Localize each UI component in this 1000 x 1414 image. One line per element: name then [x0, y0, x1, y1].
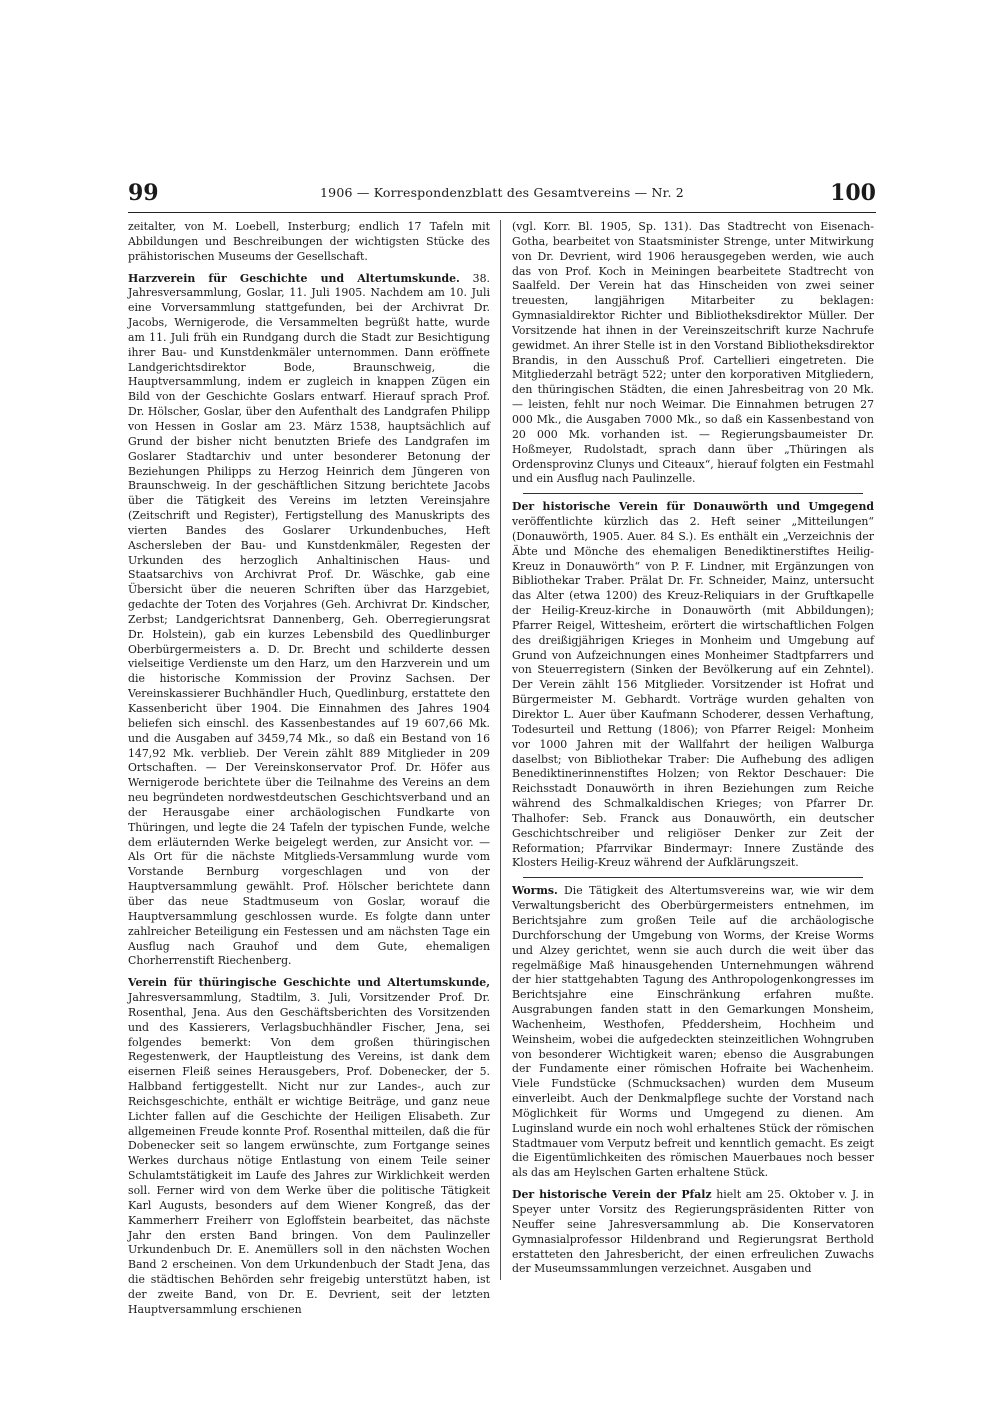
section-heading: Verein für thüringische Geschichte und Altertumskunde, — [128, 976, 490, 990]
page-header — [128, 178, 876, 213]
section-heading: Der historische Verein der Pfalz — [512, 1188, 712, 1202]
column-divider — [500, 220, 501, 1280]
paragraph — [512, 884, 874, 1181]
running-title: 1906 — Korrespondenzblatt des Gesamtvereins — Nr. 2 — [320, 185, 684, 200]
left-column — [128, 220, 490, 1316]
paragraph-text: veröffentlichte kürzlich das 2. Heft seiner „Mitteilungen“ (Donauwörth, 1905. Auer. 84 S.). Es enthält ein „Verzeichnis der Äbte und Mönche des ehemaligen Benediktinerstiftes Heilig-Kreuz in Donauwörth“ von P. F. Lindner, mit Ergänzungen von Bibliothekar Traber. Prälat Dr. Fr. Schneider, Mainz, untersucht das Alter (etwa 1200) des Kreuz-Reliquiars in der Gruftkapelle der Heilig-Kreuz-kirche in Donauwörth (mit Abbildungen); Pfarrer Reigel, Wittesheim, erörtert die wirtschaftlichen Folgen des dreißigjährigen Krieges in Monheim und Umgebung auf Grund von Aufzeichnungen eines Monheimer Stadtpfarrers und von Steuerregistern (Sinken der Bevölkerung auf ein Zehntel). Der Verein zählt 156 Mitglieder. Vorsitzender ist Hofrat und Bürgermeister M. Gebhardt. Vorträge wurden gehalten von Direktor L. Auer über Kaufmann Schoderer, dessen Verhaftung, Todesurteil und Rettung (1806); von Pfarrer Reigel: Monheim vor 1000 Jahren mit der Wallfahrt der heiligen Walburga daselbst; von Bibliothekar Traber: Die Aufhebung des adligen Benediktinerinnenstiftes Holzen; von Rektor Deschauer: Die Reichsstadt Donauwörth in ihren Beziehungen zum Reiche während des Schmalkaldischen Krieges; von Pfarrer Dr. Thalhofer: Seb. Franck aus Donauwörth, ein deutscher Geschichtschreiber und religiöser Denker zur Zeit der Reformation; Pfarrvikar Bindermayr: Innere Zustände des Klosters Heilig-Kreuz während der Aufklärungszeit. — [512, 515, 874, 870]
section-heading: Der historische Verein für Donauwörth und Umgegend — [512, 500, 874, 514]
paragraph — [512, 1188, 874, 1277]
paragraph — [128, 220, 490, 265]
section-rule — [523, 877, 863, 878]
section-rule — [523, 493, 863, 494]
paragraph-text: Die Tätigkeit des Altertumsvereins war, wie wir dem Verwaltungsbericht des Oberbürgermeisters entnehmen, im Berichtsjahre zum großen Teile auf die archäologische Durchforschung der Umgebung von Worms, der Kreise Worms und Alzey gerichtet, wenn sie auch durch die weit über das regelmäßige Maß hinausgehenden Unternehmungen während der hier stattgehabten Tagung des Anthropologenkongresses im Berichtsjahre eine Einschränkung erfahren mußte. Ausgrabungen fanden statt in den Gemarkungen Monsheim, Wachenheim, Westhofen, Pfeddersheim, Hochheim und Weinsheim, wobei die aufgedeckten steinzeitlichen Wohngruben von besonderer Wichtigkeit waren; ebenso die Ausgrabungen der Fundamente einer römischen Hofraite bei Wachenheim. Viele Fundstücke (Schmucksachen) wurden dem Museum einverleibt. Auch der Denkmalpflege suchte der Vorstand nach Möglichkeit für Worms und Umgegend zu dienen. Am Luginsland wurde ein noch wohl erhaltenes Stück der römischen Stadtmauer vom Verputz befreit und kenntlich gemacht. Es zeigt die Eigentümlichkeiten des römischen Mauerbaues noch besser als das am Heylschen Garten erhaltene Stück. — [512, 884, 874, 1180]
paragraph — [128, 272, 490, 970]
paragraph-text: (vgl. Korr. Bl. 1905, Sp. 131). Das Stadtrecht von Eisenach-Gotha, bearbeitet von Staatsminister Strenge, unter Mitwirkung von Dr. Devrient, wird 1906 herausgegeben werden, wie auch das von Prof. Koch in Meiningen bearbeitete Stadtrecht von Saalfeld. Der Verein hat das Hinscheiden von zwei seiner treuesten, langjährigen Mitarbeiter zu beklagen: Gymnasialdirektor Richter und Bibliotheksdirektor Müller. Der Vorsitzende hat ihnen in der Vereinszeitschrift kurze Nachrufe gewidmet. An ihrer Stelle ist in den Vorstand Bibliotheksdirektor Brandis, in den Ausschuß Prof. Cartellieri eingetreten. Die Mitgliederzahl beträgt 522; unter den korporativen Mitgliedern, den thüringischen Städten, die einen Jahresbeitrag von 20 Mk. — leisten, fehlt nur noch Weimar. Die Einnahmen betrugen 27 000 Mk., die Ausgaben 7000 Mk., so daß ein Kassenbestand von 20 000 Mk. vorhanden ist. — Regierungsbaumeister Dr. Hoßmeyer, Rudolstadt, sprach dann über „Thüringen als Ordensprovinz Clunys und Citeaux“, hierauf folgten ein Festmahl und ein Ausflug nach Paulinzelle. — [512, 220, 874, 486]
right-column — [512, 220, 874, 1285]
paragraph-text: zeitalter, von M. Loebell, Insterburg; endlich 17 Tafeln mit Abbildungen und Beschreibungen der wichtigsten Stücke des prähistorischen Museums der Gesellschaft. — [128, 220, 490, 263]
paragraph-text: 38. Jahresversammlung, Goslar, 11. Juli 1905. Nachdem am 10. Juli eine Vorversammlung stattgefunden, bei der Archivrat Dr. Jacobs, Wernigerode, die Versammelten begrüßt hatte, wurde am 11. Juli früh ein Rundgang durch die Stadt zur Besichtigung ihrer Bau- und Kunstdenkmäler unternommen. Dann eröffnete Landgerichtsdirektor Bode, Braunschweig, die Hauptversammlung, indem er zugleich in knappen Zügen ein Bild von der Geschichte Goslars entwarf. Hierauf sprach Prof. Dr. Hölscher, Goslar, über den Aufenthalt des Landgrafen Philipp von Hessen in Goslar am 23. März 1538, hauptsächlich auf Grund der bisher nicht benutzten Briefe des Landgrafen im Goslarer Stadtarchiv und unter besonderer Betonung der Beziehungen Philipps zu Herzog Heinrich dem Jüngeren von Braunschweig. In der geschäftlichen Sitzung berichtete Jacobs über die Tätigkeit des Vereins im letzten Vereinsjahre (Zeitschrift und Register), Fertigstellung des Manuskripts des vierten Bandes des Goslarer Urkundenbuches, Heft Aschersleben der Bau- und Kunstdenkmäler, Regesten der Urkunden des herzoglich Anhaltinischen Haus- und Staatsarchivs von Archivrat Prof. Dr. Wäschke, gab eine Übersicht über die neueren Schriften über das Harzgebiet, gedachte der Toten des Vorjahres (Geh. Archivrat Dr. Kindscher, Zerbst; Landgerichtsrat Dannenberg, Geh. Oberregierungsrat Dr. Holstein), gab ein kurzes Lebensbild des Quedlinburger Oberbürgermeisters a. D. Dr. Brecht und schilderte dessen vielseitige Verdienste um den Harz, um den Harzverein und um die historische Kommission der Provinz Sachsen. Der Vereinskassierer Buchhändler Huch, Quedlinburg, erstattete den Kassenbericht über 1904. Die Einnahmen des Jahres 1904 beliefen sich einschl. des Kassenbestandes auf 19 607,66 Mk. und die Ausgaben auf 3459,74 Mk., so daß ein Bestand von 16 147,92 Mk. verblieb. Der Verein zählt 889 Mitglieder in 209 Ortschaften. — Der Vereinskonservator Prof. Dr. Höfer aus Wernigerode berichtete über die Teilnahme des Vereins an dem neu begründeten nordwestdeutschen Geschichtsverband und an der Herausgabe einer archäologischen Fundkarte von Thüringen, und legte die 24 Tafeln der typischen Funde, welche dem erläuternden Werke beigelegt werden, zur Ansicht vor. — Als Ort für die nächste Mitglieds-Versammlung wurde vom Vorstande Bernburg vorgeschlagen und von der Hauptversammlung gewählt. Prof. Hölscher berichtete dann über das neue Stadtmuseum von Goslar, worauf die Hauptversammlung geschlossen wurde. Es folgte dann unter zahlreicher Beteiligung ein Festessen und am nächsten Tage ein Ausflug nach Grauhof und dem Gute, ehemaligen Chorherrenstift Riechenberg. — [128, 271, 490, 968]
page-number-left: 99 — [128, 180, 159, 206]
paragraph — [512, 220, 874, 487]
paragraph — [512, 500, 874, 871]
paragraph-text: Jahresversammlung, Stadtilm, 3. Juli, Vorsitzender Prof. Dr. Rosenthal, Jena. Aus den Geschäftsberichten des Vorsitzenden und des Kassierers, Verlagsbuchhändler Fischer, Jena, sei folgendes bemerkt: Von dem großen thüringischen Regestenwerk, der Hauptleistung des Vereins, ist dank dem eisernen Fleiß seines Herausgebers, Prof. Dobenecker, der 5. Halbband fertiggestellt. Nicht nur zur Landes-, auch zur Reichsgeschichte, enthält er wichtige Beiträge, und ganz neue Lichter fallen auf die Geschichte der Heiligen Elisabeth. Zur allgemeinen Freude konnte Prof. Rosenthal mitteilen, daß die für Dobenecker seit so langem erwünschte, zum Fortgange seines Werkes durchaus nötige Entlastung von einem Teile seiner Schulamtstätigkeit im Laufe des Jahres zur Wirklichkeit werden soll. Ferner wird von dem Werke über die politische Tätigkeit Karl Augusts, besonders auf dem Wiener Kongreß, das der Kammerherr Freiherr von Egloffstein bearbeitet, das nächste Jahr den ersten Band bringen. Von dem Paulinzeller Urkundenbuch Dr. E. Anemüllers soll in den nächsten Wochen Band 2 erscheinen. Von dem Urkundenbuch der Stadt Jena, das die städtischen Behörden sehr freigebig unterstützt haben, ist der zweite Band, von Dr. E. Devrient, seit der letzten Hauptversammlung erschienen — [128, 991, 490, 1316]
section-heading: Worms. — [512, 884, 558, 898]
paragraph-text: hielt am 25. Oktober v. J. in Speyer unter Vorsitz des Regierungspräsidenten Ritter von Neuffer seine Jahresversammlung ab. Die Konservatoren Gymnasialprofessor Hildenbrand und Regierungsrat Berthold erstatteten den Jahresbericht, der einen erfreulichen Zuwachs der Museumssammlungen verzeichnet. Ausgaben und — [512, 1188, 874, 1276]
section-heading: Harzverein für Geschichte und Altertumskunde. — [128, 271, 460, 285]
page-number-right: 100 — [830, 180, 876, 206]
paragraph — [128, 976, 490, 1317]
